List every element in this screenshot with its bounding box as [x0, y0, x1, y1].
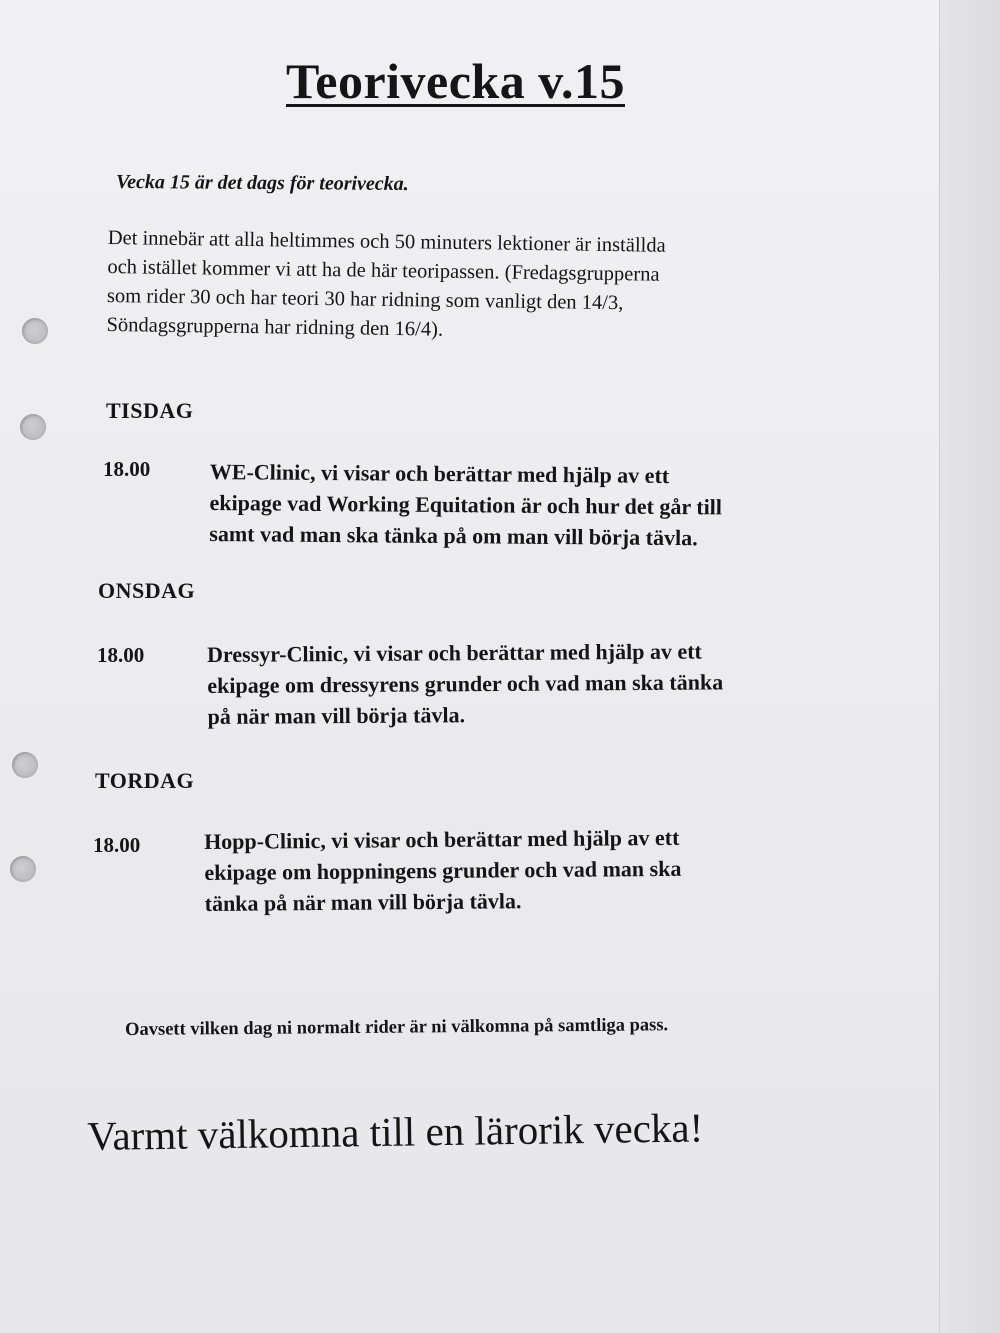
day-heading-tuesday: TISDAG: [106, 398, 194, 423]
session-time-tuesday: 18.00: [103, 457, 151, 481]
paragraph-line: Det innebär att alla heltimmes och 50 minuters lektioner är inställda: [107, 226, 666, 257]
description-line: Hopp-Clinic, vi visar och berättar med hjälp av ett: [204, 824, 680, 854]
punch-hole-1: [22, 318, 48, 344]
welcome-note: Oavsett vilken dag ni normalt rider är ni välkomna på samtliga pass.: [125, 1015, 669, 1040]
session-description-thursday: [204, 822, 682, 919]
info-paragraph: [106, 224, 848, 350]
description-line: WE-Clinic, vi visar och berättar med hjälp av ett: [209, 458, 670, 489]
closing-line: Varmt välkomna till en lärorik vecka!: [87, 1104, 704, 1159]
description-line: samt vad man ska tänka på om man vill börja tävla.: [209, 520, 698, 551]
day-heading-wednesday: ONSDAG: [98, 578, 196, 603]
session-description-wednesday: [207, 635, 723, 732]
punch-hole-4: [10, 856, 36, 882]
day-heading-thursday: TORDAG: [95, 768, 195, 793]
punch-hole-3: [12, 752, 38, 778]
paragraph-line: som rider 30 och har teori 30 har ridning som vanligt den 14/3,: [106, 284, 624, 315]
description-line: ekipage vad Working Equitation är och hur det går till: [209, 489, 723, 520]
session-time-wednesday: 18.00: [97, 643, 145, 667]
document-title: Teorivecka v.15: [286, 53, 625, 109]
description-line: Dressyr-Clinic, vi visar och berättar med hjälp av ett: [207, 638, 702, 667]
underlying-sheet-edge: [939, 0, 1000, 1333]
description-line: tänka på när man vill börja tävla.: [204, 888, 522, 916]
description-line: ekipage om dressyrens grunder och vad man ska tänka: [207, 669, 724, 698]
paragraph-line: och istället kommer vi att ha de här teoripassen. (Fredagsgrupperna: [107, 255, 660, 286]
paragraph-line: Söndagsgrupperna har ridning den 16/4).: [106, 313, 444, 341]
session-description-tuesday: [209, 456, 722, 553]
punch-hole-2: [20, 414, 46, 440]
intro-text: Vecka 15 är det dags för teorivecka.: [115, 170, 409, 196]
session-time-thursday: 18.00: [93, 833, 141, 857]
description-line: ekipage om hoppningens grunder och vad man ska: [204, 855, 682, 885]
description-line: på när man vill börja tävla.: [207, 702, 466, 729]
